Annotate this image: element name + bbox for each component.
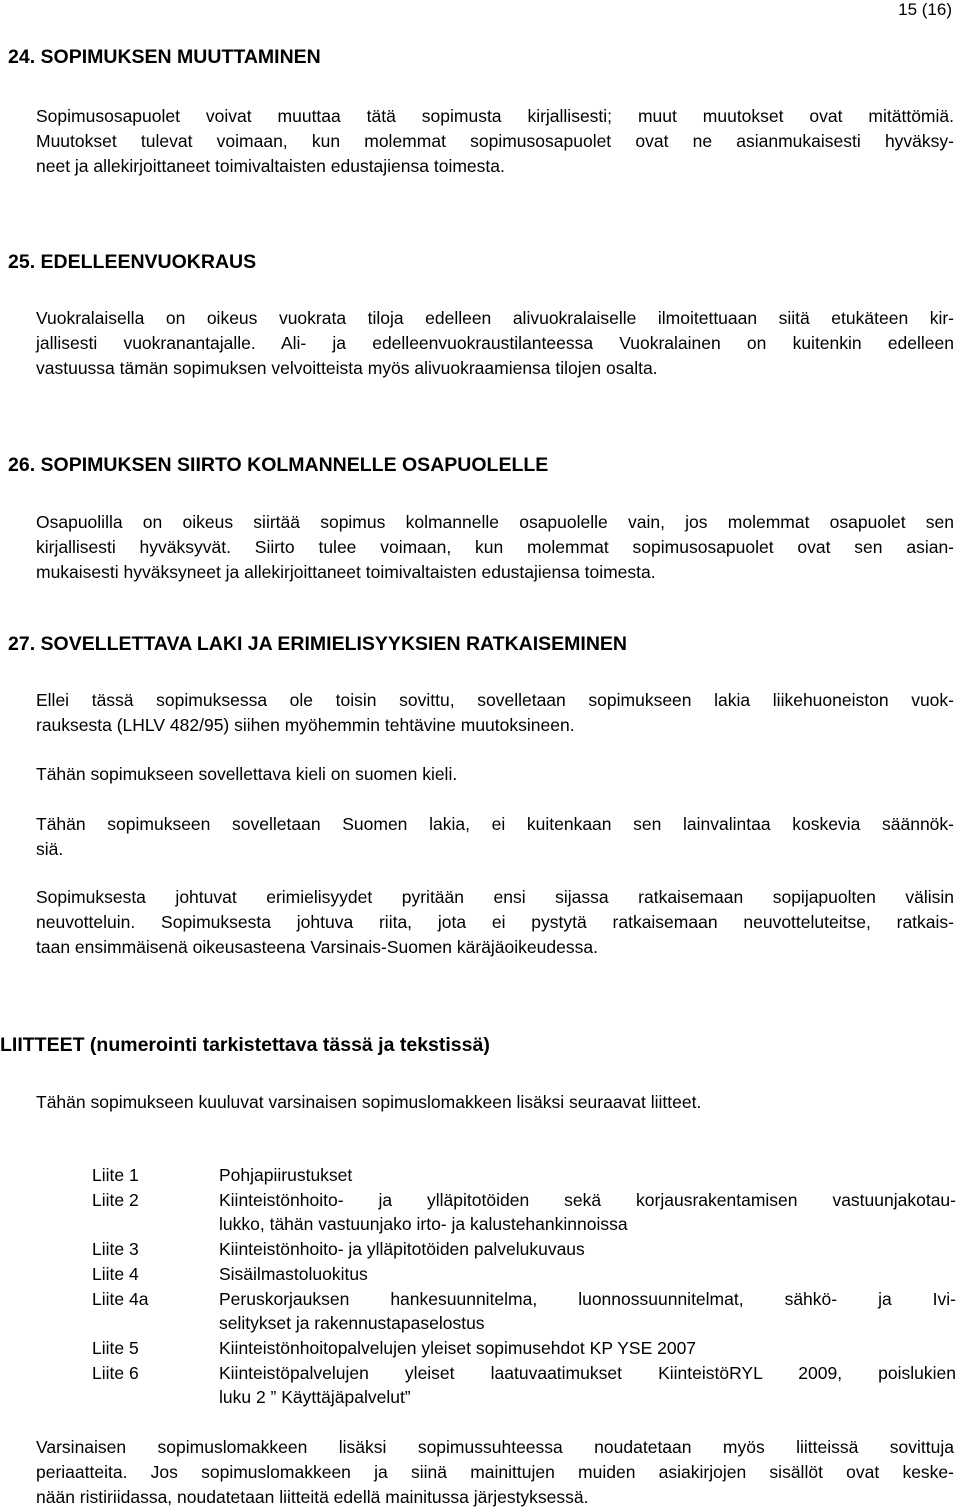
text-line: selitykset ja rakennustapaselostus xyxy=(219,1313,485,1334)
liitteet-outro xyxy=(36,1435,954,1510)
text-line: lukko, tähän vastuunjako irto- ja kalustehankinnoissa xyxy=(219,1214,628,1235)
attachment-description xyxy=(219,1287,956,1336)
text-line: jallisesti vuokranantajalle. Ali- ja edelleenvuokraustilanteessa Vuokralainen on kuitenkin edelleen xyxy=(36,333,954,353)
text-line: Kiinteistönhoito- ja ylläpitotöiden palvelukuvaus xyxy=(219,1239,585,1260)
text-line: luku 2 ” Käyttäjäpalvelut” xyxy=(219,1387,411,1408)
section-24-paragraph xyxy=(36,104,954,179)
text-line: Tähän sopimukseen kuuluvat varsinaisen sopimuslomakkeen lisäksi seuraavat liitteet. xyxy=(36,1092,702,1112)
attachment-label: Liite 5 xyxy=(92,1337,139,1358)
list-item xyxy=(92,1361,956,1410)
section-26-paragraph xyxy=(36,510,954,585)
text-line: mukaisesti hyväksyneet ja allekirjoittaneet toimivaltaisten edustajiensa toimesta. xyxy=(36,562,656,582)
attachment-description xyxy=(219,1336,956,1361)
list-item xyxy=(92,1336,956,1361)
list-item xyxy=(92,1237,956,1262)
list-item xyxy=(92,1188,956,1237)
text-line: Tähän sopimukseen sovelletaan Suomen lakia, ei kuitenkaan sen lainvalintaa koskevia säännök- xyxy=(36,814,954,834)
section-27-paragraph-3 xyxy=(36,812,954,862)
text-line: neet ja allekirjoittaneet toimivaltaisten edustajiensa toimesta. xyxy=(36,156,505,176)
attachment-description xyxy=(219,1237,956,1262)
text-line: Kiinteistönhoito- ja ylläpitotöiden sekä korjausrakentamisen vastuunjakotau- xyxy=(219,1189,956,1210)
page-number: 15 (16) xyxy=(898,0,952,19)
text-line: Osapuolilla on oikeus siirtää sopimus kolmannelle osapuolelle vain, jos molemmat osapuolet sen xyxy=(36,512,954,532)
section-27-paragraph-4 xyxy=(36,885,954,960)
text-line: Sopimusosapuolet voivat muuttaa tätä sopimusta kirjallisesti; muut muutokset ovat mitättömiä. xyxy=(36,106,954,126)
text-line: Muutokset tulevat voimaan, kun molemmat sopimusosapuolet ovat ne asianmukaisesti hyväksy- xyxy=(36,131,954,151)
attachment-description xyxy=(219,1163,956,1188)
text-line: kirjallisesti hyväksyvät. Siirto tulee voimaan, kun molemmat sopimusosapuolet ovat sen asian- xyxy=(36,537,954,557)
attachments-list xyxy=(92,1163,956,1410)
list-item xyxy=(92,1287,956,1336)
text-line: Peruskorjauksen hankesuunnitelma, luonnossuunnitelmat, sähkö- ja Ivi- xyxy=(219,1288,956,1309)
section-25-paragraph xyxy=(36,306,954,381)
text-line: Varsinaisen sopimuslomakkeen lisäksi sopimussuhteessa noudatetaan myös liitteissä sovittuja xyxy=(36,1437,954,1457)
section-27-paragraph-2 xyxy=(36,762,954,787)
text-line: Pohjapiirustukset xyxy=(219,1165,353,1185)
attachment-label: Liite 3 xyxy=(92,1239,139,1260)
attachment-label: Liite 4 xyxy=(92,1263,139,1284)
text-line: siä. xyxy=(36,839,64,859)
text-line: rauksesta (LHLV 482/95) siihen myöhemmin tehtävine muutoksineen. xyxy=(36,715,575,735)
text-line: taan ensimmäisenä oikeusasteena Varsinais-Suomen käräjäoikeudessa. xyxy=(36,937,598,957)
attachment-label: Liite 1 xyxy=(92,1165,139,1185)
liitteet-heading: LIITTEET (numerointi tarkistettava tässä ja tekstissä) xyxy=(0,1034,490,1056)
attachment-label: Liite 6 xyxy=(92,1362,139,1383)
attachment-label: Liite 2 xyxy=(92,1189,139,1210)
text-line: Kiinteistönhoitopalvelujen yleiset sopimusehdot KP YSE 2007 xyxy=(219,1337,697,1358)
text-line: Tähän sopimukseen sovellettava kieli on suomen kieli. xyxy=(36,764,458,784)
attachment-description xyxy=(219,1188,956,1237)
attachment-label: Liite 4a xyxy=(92,1288,149,1309)
attachment-description xyxy=(219,1361,956,1410)
text-line: Sopimuksesta johtuvat erimielisyydet pyritään ensi sijassa ratkaisemaan sopijapuolten välisin xyxy=(36,887,954,907)
list-item xyxy=(92,1262,956,1287)
text-line: Ellei tässä sopimuksessa ole toisin sovittu, sovelletaan sopimukseen lakia liikehuoneiston vuok- xyxy=(36,690,954,710)
text-line: nään ristiriidassa, noudatetaan liitteitä edellä mainitussa järjestyksessä. xyxy=(36,1487,589,1507)
liitteet-intro xyxy=(36,1090,954,1115)
section-27-heading: 27. SOVELLETTAVA LAKI JA ERIMIELISYYKSIEN RATKAISEMINEN xyxy=(8,633,628,655)
text-line: Sisäilmastoluokitus xyxy=(219,1263,368,1284)
text-line: vastuussa tämän sopimuksen velvoitteista myös alivuokraamiensa tilojen osalta. xyxy=(36,358,658,378)
text-line: Kiinteistöpalvelujen yleiset laatuvaatimukset KiinteistöRYL 2009, poislukien xyxy=(219,1362,956,1383)
section-26-heading: 26. SOPIMUKSEN SIIRTO KOLMANNELLE OSAPUOLELLE xyxy=(8,454,549,476)
text-line: neuvotteluin. Sopimuksesta johtuva riita, jota ei pystytä ratkaisemaan neuvotteluteitse, ratkais- xyxy=(36,912,954,932)
text-line: periaatteita. Jos sopimuslomakkeen ja siinä mainittujen muiden asiakirjojen sisällöt ovat keske- xyxy=(36,1462,954,1482)
section-27-paragraph-1 xyxy=(36,688,954,738)
section-24-heading: 24. SOPIMUKSEN MUUTTAMINEN xyxy=(8,46,321,68)
attachment-description xyxy=(219,1262,956,1287)
list-item xyxy=(92,1163,956,1188)
section-25-heading: 25. EDELLEENVUOKRAUS xyxy=(8,251,257,273)
text-line: Vuokralaisella on oikeus vuokrata tiloja edelleen alivuokralaiselle ilmoitettuaan siitä etukäteen kir- xyxy=(36,308,954,328)
